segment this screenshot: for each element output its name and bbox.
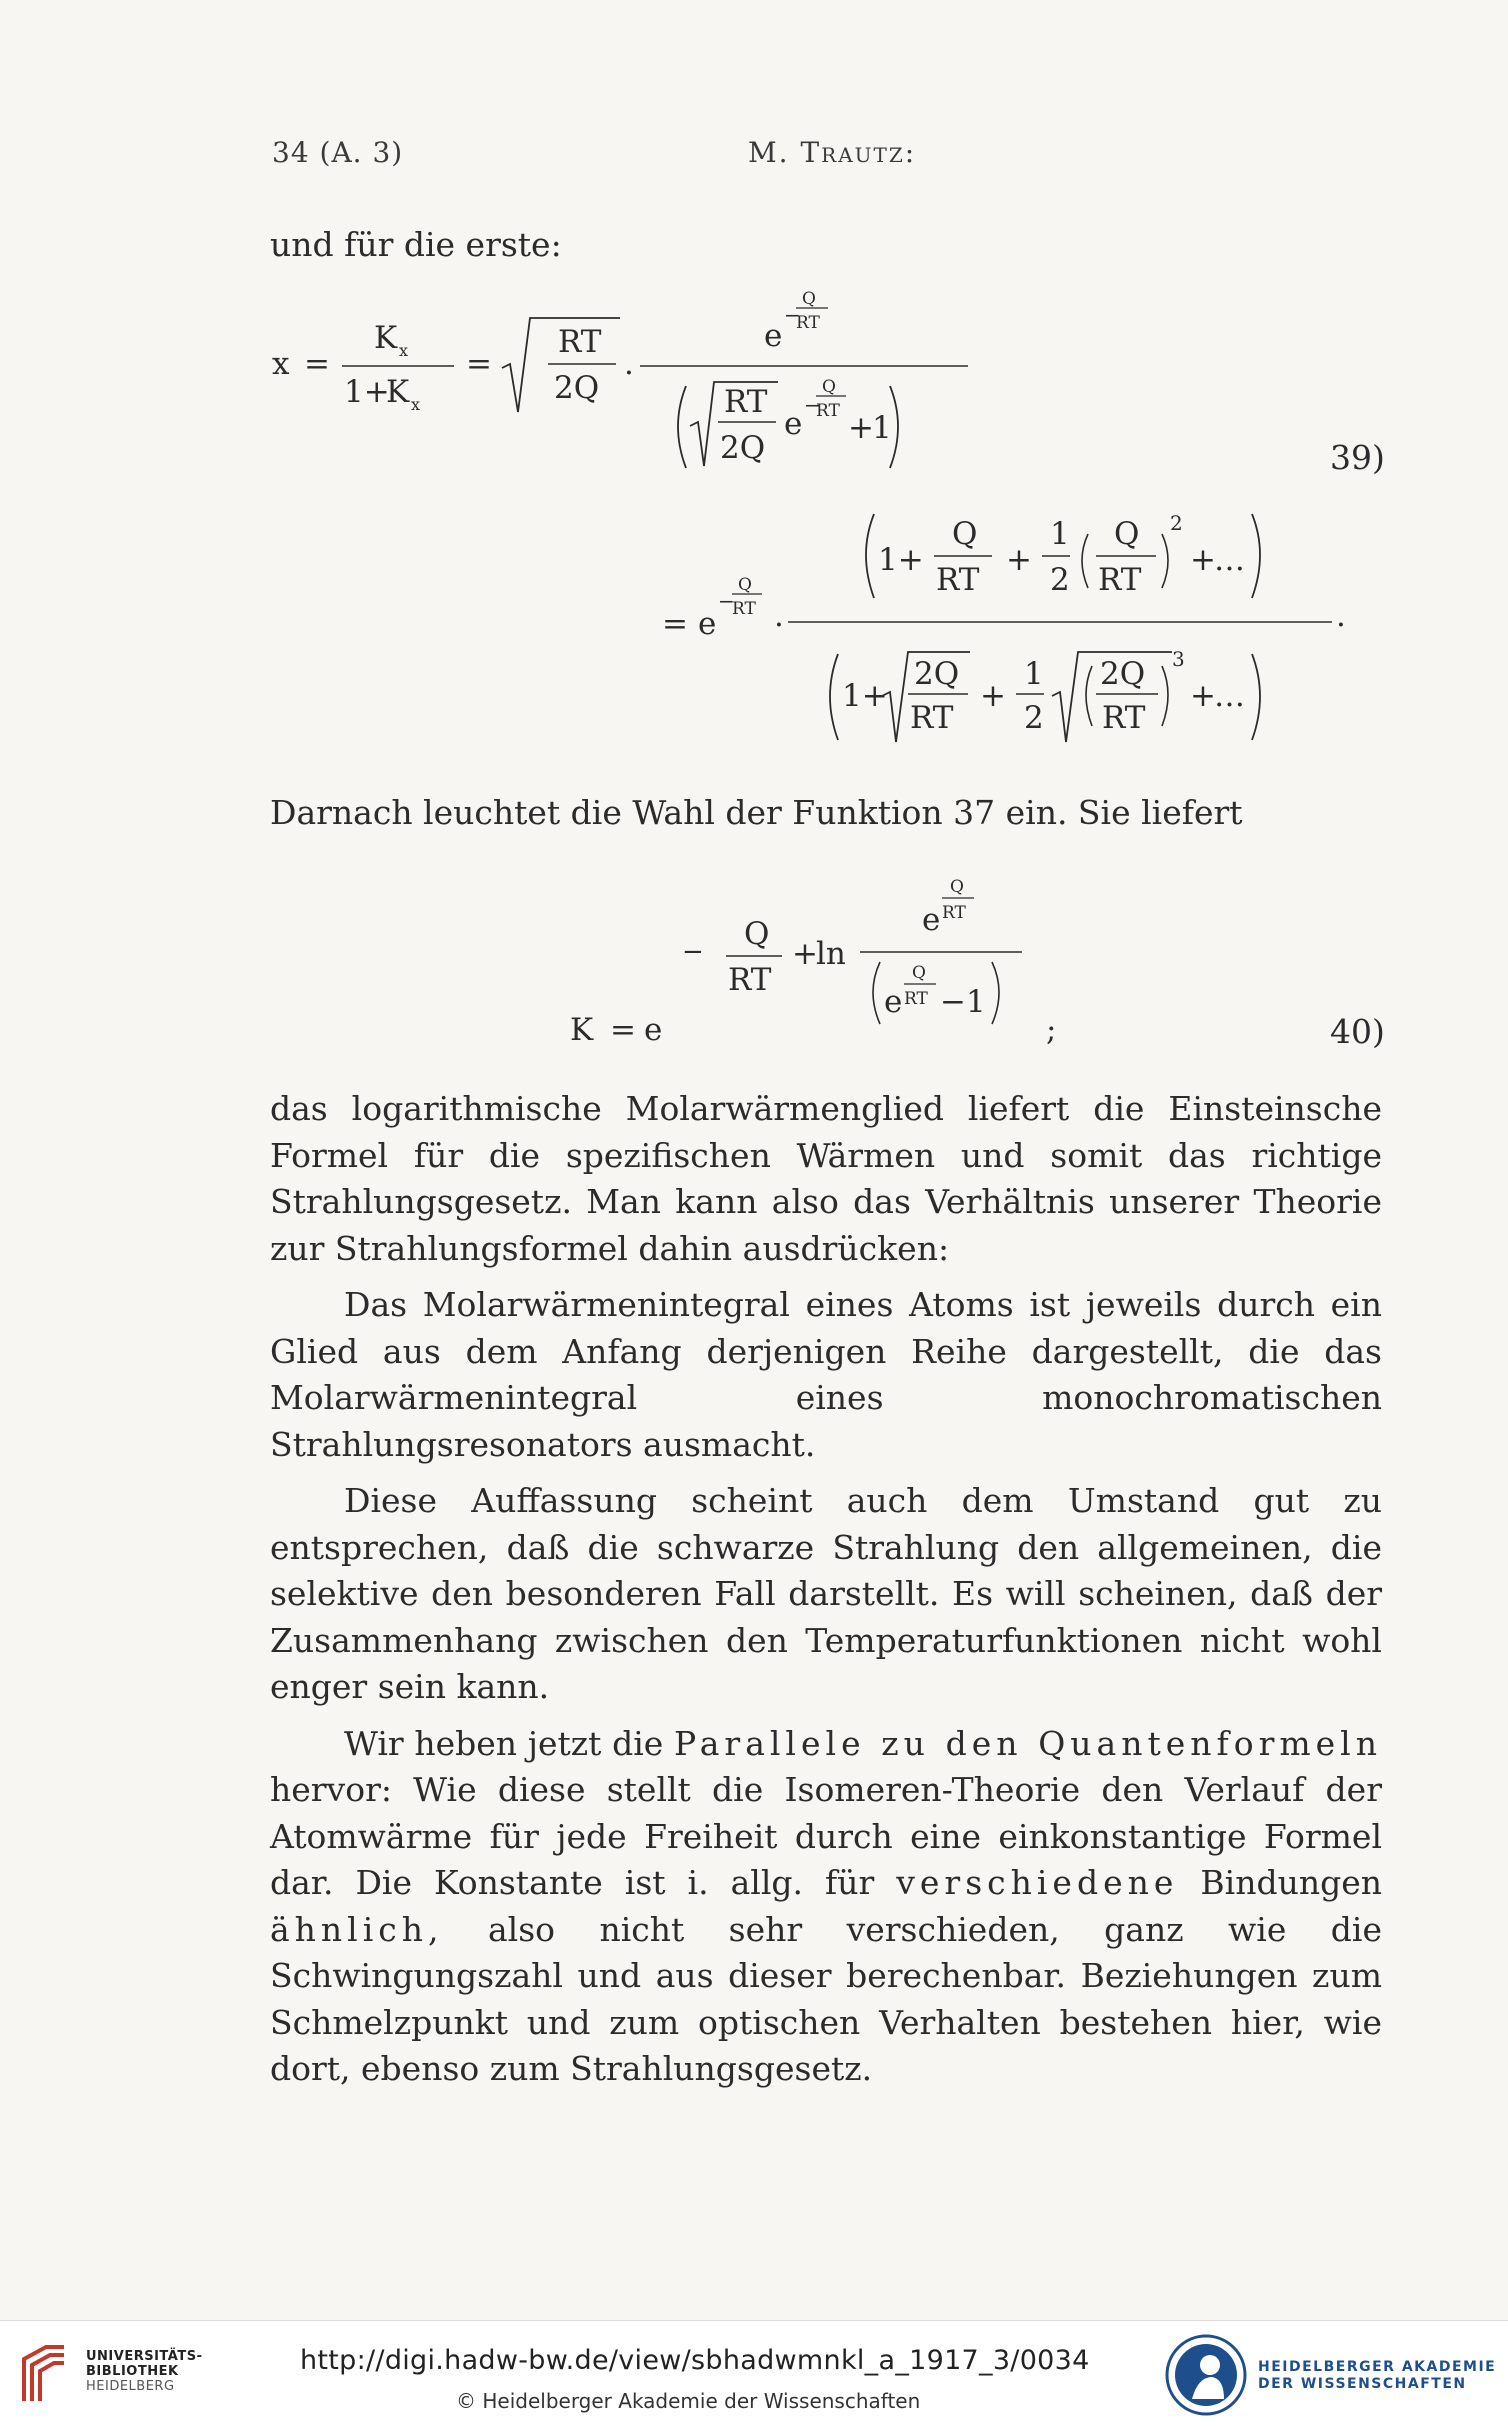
svg-text:RT: RT — [732, 599, 756, 619]
svg-text:2: 2 — [1170, 511, 1183, 535]
svg-text:1: 1 — [1024, 656, 1044, 692]
darnach-line: Darnach leuchtet die Wahl der Funktion 37 ein. Sie liefert — [270, 793, 1243, 832]
svg-text:+: + — [1190, 678, 1216, 714]
library-name: UNIVERSITÄTS- BIBLIOTHEK HEIDELBERG — [86, 2349, 203, 2394]
svg-text:RT: RT — [910, 700, 954, 736]
svg-text:e: e — [784, 406, 803, 442]
svg-text:2: 2 — [1050, 562, 1070, 598]
svg-text:+: + — [792, 936, 818, 972]
academy-seal-icon — [1164, 2333, 1248, 2417]
svg-text:+: + — [1006, 542, 1032, 578]
svg-text:Q: Q — [912, 963, 926, 983]
svg-text:RT: RT — [1102, 700, 1146, 736]
equation-39 — [262, 276, 1346, 760]
svg-text:e: e — [644, 1012, 663, 1048]
svg-text:e: e — [764, 318, 783, 354]
svg-text:−1: −1 — [940, 984, 986, 1020]
svg-text:2Q: 2Q — [554, 370, 600, 406]
svg-text:2Q: 2Q — [1100, 656, 1146, 692]
paragraph-auffassung: Diese Auffassung scheint auch dem Umstand gut zu entsprechen, daß die schwarze Strahlung den allgemeinen, die selektive den besonderen Fall darstellt. Es will scheinen, daß der Zusammenhang zwischen den Temperaturfunktionen nicht wohl enger sein kann. — [270, 1481, 1382, 1706]
svg-text:Q: Q — [952, 516, 978, 552]
svg-text:x: x — [399, 341, 409, 360]
equation-40-number: 40) — [1330, 1012, 1385, 1051]
svg-text:Q: Q — [738, 575, 752, 595]
svg-text:.: . — [774, 598, 784, 634]
page-number: 34 (A. 3) — [272, 136, 404, 169]
svg-text:…: … — [1214, 678, 1245, 714]
svg-text:+: + — [980, 678, 1006, 714]
svg-text:x: x — [411, 395, 421, 414]
paragraph-molarwaerme: Das Molarwärmenintegral eines Atoms ist jeweils durch ein Glied aus dem Anfang derjenigen Reihe dargestellt, die das Molarwärmenintegral eines monochromatischen Strahlungsresonators ausmacht. — [270, 1285, 1382, 1464]
svg-text:K: K — [374, 320, 398, 356]
svg-text:=: = — [466, 346, 492, 382]
svg-text:RT: RT — [904, 989, 928, 1009]
svg-text:2Q: 2Q — [720, 430, 766, 466]
svg-text:K: K — [386, 374, 410, 410]
svg-text:Q: Q — [1114, 516, 1140, 552]
body-text — [270, 1086, 1382, 2103]
svg-text:1+: 1+ — [344, 374, 390, 410]
svg-text:+: + — [1190, 542, 1216, 578]
svg-text:Q: Q — [950, 877, 964, 897]
svg-text:RT: RT — [728, 962, 772, 998]
svg-text:RT: RT — [1098, 562, 1142, 598]
paragraph-einstein: das logarithmische Molarwärmenglied liefert die Einsteinsche Formel für die spezifischen Wärmen und somit das richtige Strahlungsgesetz. Man kann also das Verhältnis unserer Theorie zur Strahlungsformel dahin ausdrücken: — [270, 1089, 1382, 1268]
svg-text:2: 2 — [1024, 700, 1044, 736]
copyright-notice: © Heidelberger Akademie der Wissenschaften — [456, 2389, 921, 2413]
svg-text:K: K — [570, 1012, 594, 1048]
running-head-author: M. Trautz: — [748, 136, 917, 169]
svg-text:1+: 1+ — [878, 542, 924, 578]
academy-name: HEIDELBERGER AKADEMIE DER WISSENSCHAFTEN — [1258, 2359, 1497, 2392]
svg-text:=: = — [304, 346, 330, 382]
footer-bar — [0, 2320, 1508, 2428]
svg-text:.: . — [624, 346, 634, 382]
svg-text:RT: RT — [558, 324, 602, 360]
svg-text:ln: ln — [816, 936, 846, 972]
svg-text:RT: RT — [942, 903, 966, 923]
svg-text:e: e — [884, 984, 903, 1020]
svg-text:=: = — [662, 606, 688, 642]
svg-text:+: + — [848, 410, 874, 446]
library-logo-icon — [16, 2339, 72, 2409]
svg-text:x: x — [272, 346, 290, 382]
svg-text:e: e — [922, 902, 941, 938]
svg-text:.: . — [1336, 598, 1346, 634]
svg-text:RT: RT — [936, 562, 980, 598]
svg-text:1: 1 — [1050, 516, 1070, 552]
svg-text:;: ; — [1046, 1012, 1057, 1048]
svg-text:RT: RT — [724, 384, 768, 420]
svg-text:Q: Q — [744, 916, 770, 952]
svg-text:RT: RT — [796, 313, 820, 333]
paragraph-parallele: Wir heben jetzt die Parallele zu den Quantenformeln hervor: Wie diese stellt die Isomeren-Theorie den Verlauf der Atomwärme für jede Freiheit durch eine einkonstantige Formel dar. Die Konstante ist i. allg. für verschiedene Bindungen ähnlich, also nicht sehr verschieden, ganz wie die Schwingungszahl und aus dieser berechenbar. Beziehungen zum Schmelzpunkt und zum optischen Verhalten bestehen hier, wie dort, ebenso zum Strahlungsgesetz. — [270, 1723, 1383, 2088]
svg-text:3: 3 — [1172, 647, 1185, 671]
svg-text:−: − — [718, 589, 735, 613]
equation-39-number: 39) — [1330, 438, 1385, 477]
svg-text:…: … — [1214, 542, 1245, 578]
intro-line: und für die erste: — [270, 225, 562, 264]
svg-text:−: − — [784, 303, 801, 327]
equation-40 — [560, 860, 1080, 1064]
svg-text:e: e — [698, 606, 717, 642]
svg-text:1+: 1+ — [842, 678, 888, 714]
svg-text:=: = — [610, 1012, 636, 1048]
svg-text:Q: Q — [802, 289, 816, 309]
svg-text:−: − — [682, 937, 704, 967]
svg-text:−: − — [804, 393, 821, 417]
svg-text:RT: RT — [816, 401, 840, 421]
svg-text:1: 1 — [872, 410, 892, 446]
svg-text:Q: Q — [822, 377, 836, 397]
permalink-url[interactable]: http://digi.hadw-bw.de/view/sbhadwmnkl_a_1917_3/0034 — [300, 2345, 1090, 2376]
svg-text:2Q: 2Q — [914, 656, 960, 692]
